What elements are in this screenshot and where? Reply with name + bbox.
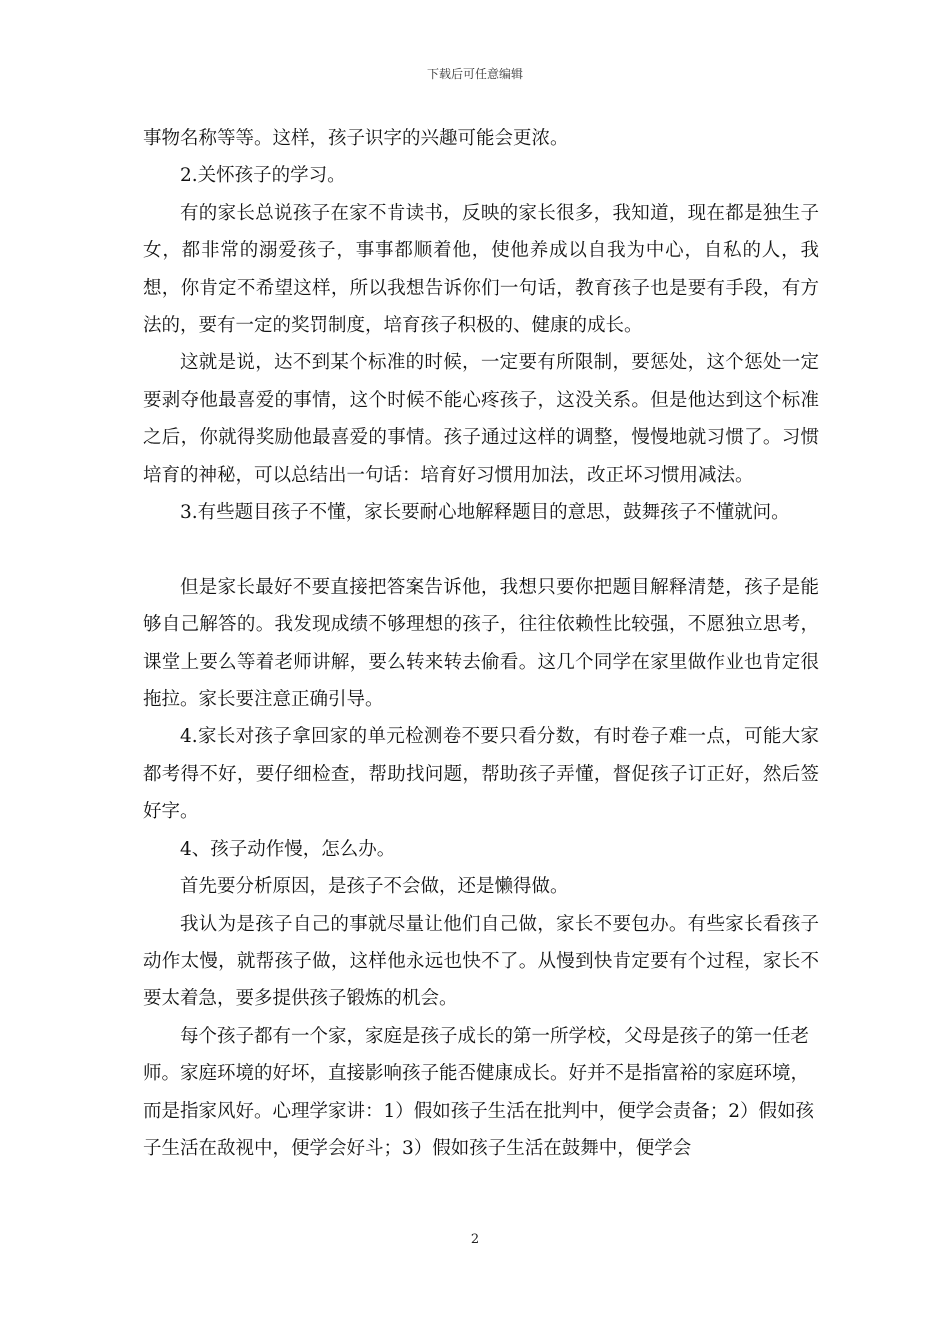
paragraph-1: 事物名称等等。这样，孩子识字的兴趣可能会更浓。 [143,128,569,149]
paragraph-7: 4.家长对孩子拿回家的单元检测卷不要只看分数，有时卷子难一点，可能大家都考得不好，要仔细检查，帮助找问题，帮助孩子弄懂，督促孩子订正好，然后签好字。 [143,726,819,823]
paragraph-8: 4、孩子动作慢，怎么办。 [180,838,396,860]
paragraph-3: 有的家长总说孩子在家不肯读书，反映的家长很多，我知道，现在都是独生子女，都非常的溺爱孩子，事事都顺着他，使他养成以自我为中心，自私的人，我想，你肯定不希望这样，所以我想告诉你们一句话，教育孩子也是要有手段，有方法的，要有一定的奖罚制度，培育孩子积极的、健康的成长。 [143,202,819,337]
page-number: 2 [470,1232,480,1247]
paragraph-6: 但是家长最好不要直接把答案告诉他，我想只要你把题目解释清楚，孩子是能够自己解答的。我发现成绩不够理想的孩子，往往依赖性比较强，不愿独立思考，课堂上要么等着老师讲解，要么转来转去偷看。这几个同学在家里做作业也肯定很拖拉。家长要注意正确引导。 [143,576,819,711]
paragraph-5: 3.有些题目孩子不懂，家长要耐心地解释题目的意思，鼓舞孩子不懂就问。 [180,502,790,524]
paragraph-4: 这就是说，达不到某个标准的时候，一定要有所限制，要惩处，这个惩处一定要剥夺他最喜爱的事情，这个时候不能心疼孩子，这没关系。但是他达到这个标准之后，你就得奖励他最喜爱的事情。孩子通过这样的调整，慢慢地就习惯了。习惯培育的神秘，可以总结出一句话：培育好习惯用加法，改正坏习惯用减法。 [143,352,819,486]
paragraph-2: 2.关怀孩子的学习。 [180,165,346,187]
paragraph-11: 每个孩子都有一个家，家庭是孩子成长的第一所学校，父母是孩子的第一任老师。家庭环境的好坏，直接影响孩子能否健康成长。好并不是指富裕的家庭环境，而是指家风好。心理学家讲：1）假如孩子生活在批判中，便学会责备；2）假如孩子生活在敌视中，便学会好斗；3）假如孩子生活在鼓舞中，便学会 [143,1025,815,1159]
paragraph-9: 首先要分析原因，是孩子不会做，还是懒得做。 [180,876,569,898]
page-header: 下载后可任意编辑 [426,67,523,81]
paragraph-gap [143,531,819,568]
document-body [143,120,819,1167]
paragraph-10: 我认为是孩子自己的事就尽量让他们自己做，家长不要包办。有些家长看孩子动作太慢，就帮孩子做，这样他永远也快不了。从慢到快肯定要有个过程，家长不要太着急，要多提供孩子锻炼的机会。 [143,913,819,1010]
